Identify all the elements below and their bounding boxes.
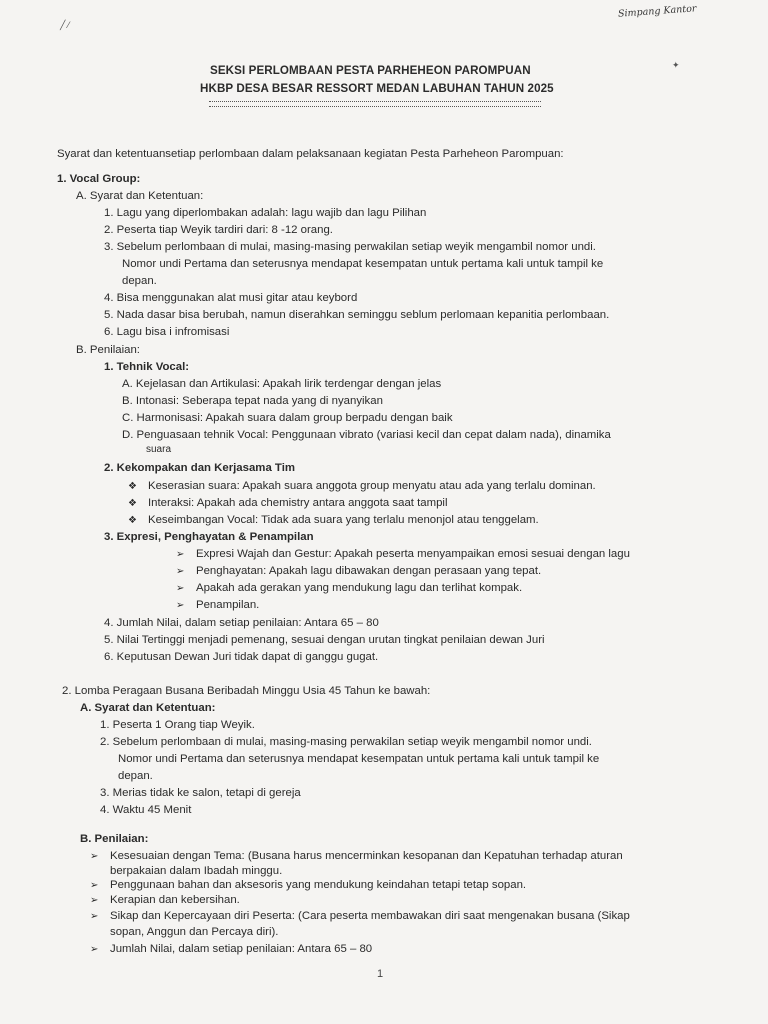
s1-b1-item: A. Kejelasan dan Artikulasi: Apakah lirik terdengar dengan jelas: [122, 378, 442, 390]
ink-mark: ✦: [672, 60, 680, 70]
s1-b1-item: D. Penguasaan tehnik Vocal: Penggunaan vibrato (variasi kecil dan cepat dalam nada), dinamika: [122, 429, 611, 441]
s1-b2-item: ❖ Keseimbangan Vocal: Tidak ada suara yang terlalu menonjol atau tenggelam.: [128, 514, 539, 526]
s2-a-item: 4. Waktu 45 Menit: [100, 804, 192, 816]
arrow-bullet-icon: ➢: [90, 851, 99, 862]
s1-b2-item: ❖ Interaksi: Apakah ada chemistry antara anggota saat tampil: [128, 497, 448, 509]
handwritten-note: Simpang Kantor: [617, 3, 697, 20]
s2-a-item: 3. Merias tidak ke salon, tetapi di gereja: [100, 787, 301, 799]
s1-a-item-cont: depan.: [122, 275, 157, 287]
s2-a-item-cont: Nomor undi Pertama dan seterusnya mendapat kesempatan untuk pertama kali untuk tampil ke: [118, 753, 600, 765]
s2-b-heading: B. Penilaian:: [80, 833, 149, 845]
page-number: 1: [377, 968, 384, 980]
doc-title-line2: HKBP DESA BESAR RESSORT MEDAN LABUHAN TAHUN 2025: [200, 82, 554, 95]
s1-a-item: 3. Sebelum perlombaan di mulai, masing-masing perwakilan setiap weyik mengambil nomor undi.: [104, 241, 596, 253]
s2-a-heading: A. Syarat dan Ketentuan:: [80, 702, 216, 714]
s1-a-item: 6. Lagu bisa i infromisasi: [104, 326, 230, 338]
s2-b-item-cont: sopan, Anggun dan Percaya diri).: [110, 926, 279, 938]
arrow-bullet-icon: ➢: [176, 600, 185, 611]
s1-b1-item-cont: suara: [146, 444, 172, 455]
section-2-heading: 2. Lomba Peragaan Busana Beribadah Minggu Usia 45 Tahun ke bawah:: [62, 685, 431, 697]
s2-a-item: 2. Sebelum perlombaan di mulai, masing-masing perwakilan setiap weyik mengambil nomor undi.: [100, 736, 592, 748]
s1-b3-item: ➢ Apakah ada gerakan yang mendukung lagu dan terlihat kompak.: [176, 582, 523, 594]
s1-a-item: 1. Lagu yang diperlombakan adalah: lagu wajib dan lagu Pilihan: [104, 207, 427, 219]
s2-b-item: ➢ Jumlah Nilai, dalam setiap penilaian: Antara 65 – 80: [90, 943, 373, 955]
arrow-bullet-icon: ➢: [176, 583, 185, 594]
s1-b1-heading: 1. Tehnik Vocal:: [104, 361, 190, 373]
s1-b3-heading: 3. Expresi, Penghayatan & Penampilan: [104, 531, 314, 543]
diamond-bullet-icon: ❖: [128, 498, 137, 509]
s1-b-item: 6. Keputusan Dewan Juri tidak dapat di ganggu gugat.: [104, 651, 379, 663]
diamond-bullet-icon: ❖: [128, 481, 137, 492]
doc-title-line1: SEKSI PERLOMBAAN PESTA PARHEHEON PAROMPUAN: [210, 64, 531, 77]
s1-b-item: 5. Nilai Tertinggi menjadi pemenang, sesuai dengan urutan tingkat penilaian dewan Juri: [104, 634, 545, 646]
s1-a-item: 2. Peserta tiap Weyik tardiri dari: 8 -12 orang.: [104, 224, 333, 236]
s1-b2-item: ❖ Keserasian suara: Apakah suara anggota group menyatu atau ada yang terlalu dominan.: [128, 480, 596, 492]
s1-a-heading: A. Syarat dan Ketentuan:: [76, 190, 204, 202]
s2-a-item-cont: depan.: [118, 770, 153, 782]
s2-b-item: ➢ Sikap dan Kepercayaan diri Peserta: (Cara peserta membawakan diri saat mengenakan busana (Sikap: [90, 910, 630, 922]
s1-b-item: 4. Jumlah Nilai, dalam setiap penilaian: Antara 65 – 80: [104, 617, 379, 629]
s1-a-item-cont: Nomor undi Pertama dan seterusnya mendapat kesempatan untuk pertama kali untuk tampil ke: [122, 258, 604, 270]
s2-b-item: ➢ Kerapian dan kebersihan.: [90, 894, 240, 906]
s2-a-item: 1. Peserta 1 Orang tiap Weyik.: [100, 719, 255, 731]
s1-b3-item: ➢ Penampilan.: [176, 599, 260, 611]
s2-b-item: ➢ Penggunaan bahan dan aksesoris yang mendukung keindahan tetapi tetap sopan.: [90, 879, 527, 891]
s1-a-item: 5. Nada dasar bisa berubah, namun diserahkan seminggu seblum perlomaan kepanitia perlombaan.: [104, 309, 610, 321]
s1-b-heading: B. Penilaian:: [76, 344, 140, 356]
arrow-bullet-icon: ➢: [176, 566, 185, 577]
arrow-bullet-icon: ➢: [90, 895, 99, 906]
s1-a-item: 4. Bisa menggunakan alat musi gitar atau keybord: [104, 292, 358, 304]
diamond-bullet-icon: ❖: [128, 515, 137, 526]
s1-b1-item: B. Intonasi: Seberapa tepat nada yang di nyanyikan: [122, 395, 383, 407]
title-underline: [209, 101, 541, 107]
arrow-bullet-icon: ➢: [90, 880, 99, 891]
s2-b-item-cont: berpakaian dalam Ibadah minggu.: [110, 865, 283, 877]
intro-text: Syarat dan ketentuansetiap perlombaan dalam pelaksanaan kegiatan Pesta Parheheon Parompuan:: [57, 148, 564, 160]
s1-b2-heading: 2. Kekompakan dan Kerjasama Tim: [104, 462, 295, 474]
arrow-bullet-icon: ➢: [90, 911, 99, 922]
section-1-heading: 1. Vocal Group:: [57, 173, 141, 185]
arrow-bullet-icon: ➢: [176, 549, 185, 560]
s2-b-item: ➢ Kesesuaian dengan Tema: (Busana harus mencerminkan kesopanan dan Kepatuhan terhadap aturan: [90, 850, 623, 862]
s1-b3-item: ➢ Penghayatan: Apakah lagu dibawakan dengan perasaan yang tepat.: [176, 565, 542, 577]
s1-b3-item: ➢ Expresi Wajah dan Gestur: Apakah peserta menyampaikan emosi sesuai dengan lagu: [176, 548, 630, 560]
ink-mark: ╱ ⁄: [60, 20, 70, 30]
arrow-bullet-icon: ➢: [90, 944, 99, 955]
s1-b1-item: C. Harmonisasi: Apakah suara dalam group berpadu dengan baik: [122, 412, 453, 424]
